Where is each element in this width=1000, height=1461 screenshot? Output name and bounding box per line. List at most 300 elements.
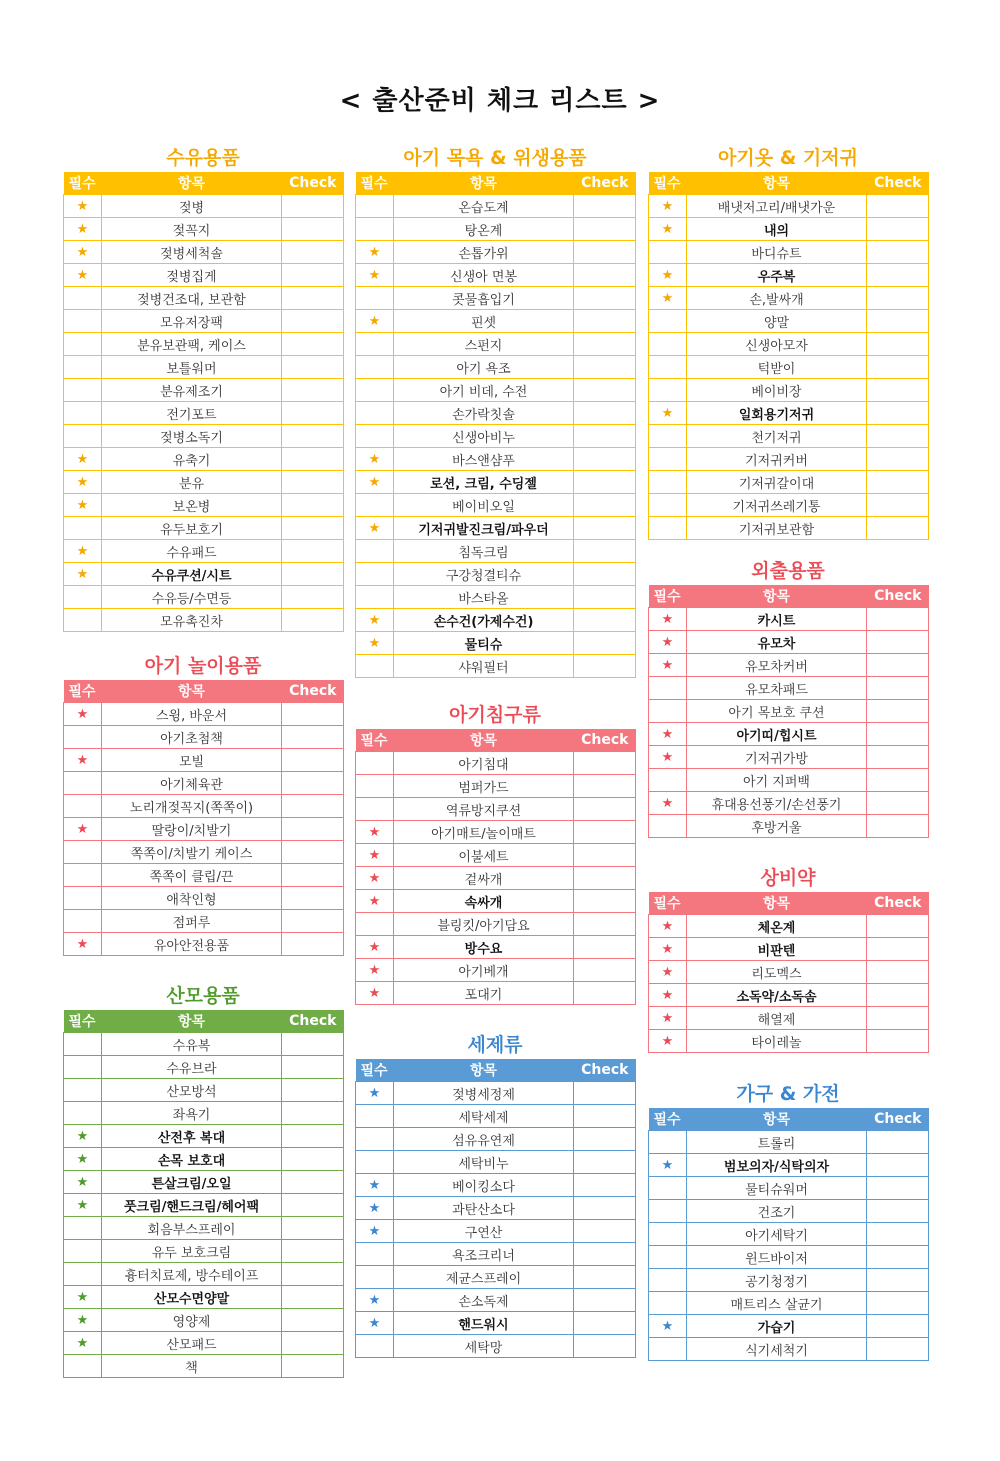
check-cell[interactable] [574,632,636,655]
required-cell [356,844,394,867]
section-title: 수유용품 [166,147,240,169]
star-icon: ★ [661,918,674,934]
star-icon: ★ [76,474,89,490]
required-cell [64,772,102,795]
required-cell [649,448,687,471]
item-label: 포대기 [394,982,574,1005]
table-row [64,1309,344,1332]
table-row [649,915,929,938]
check-cell[interactable] [282,540,344,563]
check-cell[interactable] [574,1197,636,1220]
check-cell[interactable] [574,563,636,586]
check-cell[interactable] [282,726,344,749]
check-cell[interactable] [867,241,929,264]
required-cell [64,1148,102,1171]
table-row [649,723,929,746]
star-icon: ★ [76,566,89,582]
check-cell[interactable] [282,195,344,218]
check-cell[interactable] [282,1355,344,1378]
check-cell[interactable] [574,425,636,448]
star-icon: ★ [661,611,674,627]
check-cell[interactable] [867,1177,929,1200]
star-icon: ★ [661,795,674,811]
check-cell[interactable] [574,1312,636,1335]
check-cell[interactable] [574,402,636,425]
table-row [64,1332,344,1355]
required-cell [649,471,687,494]
table-row [64,494,344,517]
item-label: 침독크림 [394,540,574,563]
item-label: 산모방석 [102,1079,282,1102]
check-cell[interactable] [282,609,344,632]
check-cell[interactable] [282,356,344,379]
check-cell[interactable] [574,1082,636,1105]
item-header: 항목 [394,729,574,752]
check-cell[interactable] [867,677,929,700]
table-row [64,333,344,356]
item-label: 아기 욕조 [394,356,574,379]
item-label: 이불세트 [394,844,574,867]
check-cell[interactable] [574,1105,636,1128]
star-icon: ★ [368,962,381,978]
star-icon: ★ [661,267,674,283]
check-cell[interactable] [282,818,344,841]
check-cell[interactable] [282,1056,344,1079]
star-icon: ★ [76,752,89,768]
table-row [649,654,929,677]
item-label: 기저귀발진크림/파우더 [394,517,574,540]
check-cell[interactable] [867,769,929,792]
table-row [649,1292,929,1315]
required-cell [64,425,102,448]
check-cell[interactable] [867,723,929,746]
item-header: 항목 [102,680,282,703]
star-icon: ★ [368,635,381,651]
check-cell[interactable] [574,775,636,798]
check-header: Check [282,172,344,195]
check-cell[interactable] [867,746,929,769]
check-cell[interactable] [574,333,636,356]
check-cell[interactable] [282,841,344,864]
check-cell[interactable] [282,402,344,425]
required-cell [649,1246,687,1269]
check-cell[interactable] [867,1223,929,1246]
check-cell[interactable] [574,936,636,959]
check-cell[interactable] [574,517,636,540]
check-cell[interactable] [867,792,929,815]
required-cell [356,195,394,218]
required-cell [356,1082,394,1105]
check-cell[interactable] [574,379,636,402]
check-cell[interactable] [867,264,929,287]
required-cell [64,218,102,241]
required-cell [649,723,687,746]
table-row [64,1056,344,1079]
check-cell[interactable] [574,1128,636,1151]
check-cell[interactable] [867,984,929,1007]
check-cell[interactable] [282,772,344,795]
check-cell[interactable] [282,218,344,241]
item-label: 젖병세정제 [394,1082,574,1105]
table-row [64,471,344,494]
check-cell[interactable] [282,1217,344,1240]
required-cell [356,1243,394,1266]
table-row [64,1263,344,1286]
table-row [356,517,636,540]
check-cell[interactable] [867,1007,929,1030]
check-header: Check [574,172,636,195]
check-cell[interactable] [282,910,344,933]
check-cell[interactable] [282,1033,344,1056]
check-cell[interactable] [867,425,929,448]
item-label: 손목 보호대 [102,1148,282,1171]
check-cell[interactable] [282,448,344,471]
required-header: 필수 [64,1010,102,1033]
table-row [649,1246,929,1269]
check-cell[interactable] [867,494,929,517]
required-cell [356,936,394,959]
check-cell[interactable] [867,1030,929,1053]
required-cell [356,821,394,844]
check-cell[interactable] [867,1315,929,1338]
check-cell[interactable] [282,310,344,333]
checklist-table [648,892,929,1053]
check-cell[interactable] [867,1200,929,1223]
item-header: 항목 [394,1059,574,1082]
table-row [356,195,636,218]
check-cell[interactable] [574,195,636,218]
check-cell[interactable] [574,821,636,844]
required-cell [64,1194,102,1217]
item-label: 바스타올 [394,586,574,609]
table-row [356,609,636,632]
section-title: 아기 목욕 & 위생용품 [403,147,587,169]
required-cell [649,1154,687,1177]
check-cell[interactable] [867,915,929,938]
required-cell [64,749,102,772]
required-cell [649,631,687,654]
star-icon: ★ [76,936,89,952]
check-cell[interactable] [867,218,929,241]
item-label: 수유복 [102,1033,282,1056]
table-row [64,749,344,772]
item-label: 수유등/수면등 [102,586,282,609]
check-cell[interactable] [282,887,344,910]
item-label: 유두보호기 [102,517,282,540]
checklist-table [648,172,929,540]
check-cell[interactable] [574,867,636,890]
header-row [64,1010,344,1033]
check-cell[interactable] [867,1154,929,1177]
item-label: 기저귀보관함 [687,517,867,540]
check-cell[interactable] [282,933,344,956]
check-cell[interactable] [867,631,929,654]
required-cell [64,1125,102,1148]
item-label: 바디슈트 [687,241,867,264]
check-cell[interactable] [867,961,929,984]
check-cell[interactable] [574,890,636,913]
required-cell [649,402,687,425]
item-label: 튼살크림/오일 [102,1171,282,1194]
required-cell [649,1223,687,1246]
check-cell[interactable] [574,844,636,867]
item-label: 산전후 복대 [102,1125,282,1148]
required-header: 필수 [649,172,687,195]
table-row [649,264,929,287]
table-row [64,517,344,540]
section-title: 가구 & 가전 [736,1083,840,1105]
required-cell [64,241,102,264]
item-label: 블링킷/아기담요 [394,913,574,936]
table-row [649,333,929,356]
check-cell[interactable] [574,1289,636,1312]
header-row [356,172,636,195]
required-cell [356,752,394,775]
required-cell [356,655,394,678]
required-cell [649,654,687,677]
check-cell[interactable] [867,448,929,471]
required-cell [64,264,102,287]
table-row [356,287,636,310]
item-label: 핸드워시 [394,1312,574,1335]
check-cell[interactable] [282,703,344,726]
check-cell[interactable] [867,195,929,218]
table-row [356,1289,636,1312]
item-label: 우주복 [687,264,867,287]
check-cell[interactable] [867,815,929,838]
check-cell[interactable] [282,1148,344,1171]
item-label: 탕온계 [394,218,574,241]
check-cell[interactable] [867,402,929,425]
table-row [64,818,344,841]
check-cell[interactable] [282,864,344,887]
check-cell[interactable] [282,1194,344,1217]
table-row [64,1240,344,1263]
item-label: 쪽쪽이 클립/끈 [102,864,282,887]
check-cell[interactable] [282,425,344,448]
item-label: 유두 보호크림 [102,1240,282,1263]
item-label: 속싸개 [394,890,574,913]
star-icon: ★ [76,267,89,283]
check-cell[interactable] [574,310,636,333]
check-cell[interactable] [574,1151,636,1174]
header-row [356,1059,636,1082]
check-cell[interactable] [282,1332,344,1355]
table-row [64,241,344,264]
check-cell[interactable] [867,356,929,379]
checklist-table [355,172,636,678]
table-row [356,402,636,425]
check-cell[interactable] [867,654,929,677]
check-cell[interactable] [867,700,929,723]
required-cell [64,910,102,933]
check-cell[interactable] [574,471,636,494]
checklist-table [648,585,929,838]
check-cell[interactable] [282,517,344,540]
section-clothes [648,145,928,540]
check-cell[interactable] [574,982,636,1005]
check-cell[interactable] [282,749,344,772]
table-row [356,936,636,959]
section-bath [355,145,635,678]
check-cell[interactable] [574,609,636,632]
item-label: 겉싸개 [394,867,574,890]
star-icon: ★ [368,520,381,536]
item-label: 쪽쪽이/치발기 케이스 [102,841,282,864]
required-cell [356,1266,394,1289]
check-cell[interactable] [867,517,929,540]
check-cell[interactable] [282,563,344,586]
check-cell[interactable] [867,1246,929,1269]
item-header: 항목 [687,892,867,915]
item-label: 베이킹소다 [394,1174,574,1197]
item-label: 유축기 [102,448,282,471]
item-label: 타이레놀 [687,1030,867,1053]
check-cell[interactable] [574,1266,636,1289]
required-cell [64,310,102,333]
table-row [64,1171,344,1194]
check-cell[interactable] [282,1171,344,1194]
table-row [64,540,344,563]
check-cell[interactable] [574,586,636,609]
table-row [356,563,636,586]
check-cell[interactable] [867,1131,929,1154]
required-cell [356,982,394,1005]
section-title: 산모용품 [166,985,240,1007]
item-label: 노리개젖꼭지(쪽쪽이) [102,795,282,818]
table-row [649,769,929,792]
star-icon: ★ [368,893,381,909]
required-cell [649,915,687,938]
check-cell[interactable] [282,1286,344,1309]
check-cell[interactable] [282,795,344,818]
star-icon: ★ [661,1157,674,1173]
table-row [649,448,929,471]
required-cell [356,913,394,936]
check-cell[interactable] [574,959,636,982]
star-icon: ★ [76,1335,89,1351]
check-cell[interactable] [867,1292,929,1315]
item-label: 아기세탁기 [687,1223,867,1246]
item-label: 휴대용선풍기/손선풍기 [687,792,867,815]
check-cell[interactable] [867,310,929,333]
table-row [356,494,636,517]
check-cell[interactable] [574,1335,636,1358]
check-cell[interactable] [574,798,636,821]
check-cell[interactable] [574,494,636,517]
item-label: 구연산 [394,1220,574,1243]
check-cell[interactable] [867,333,929,356]
check-cell[interactable] [574,1174,636,1197]
table-row [649,241,929,264]
table-row [64,264,344,287]
table-row [356,1312,636,1335]
check-cell[interactable] [282,1125,344,1148]
item-label: 트롤리 [687,1131,867,1154]
check-cell[interactable] [574,241,636,264]
star-icon: ★ [76,1128,89,1144]
item-label: 손,발싸개 [687,287,867,310]
star-icon: ★ [368,244,381,260]
check-cell[interactable] [867,938,929,961]
required-cell [356,775,394,798]
check-cell[interactable] [282,333,344,356]
table-row [64,703,344,726]
check-cell[interactable] [574,1243,636,1266]
required-cell [356,890,394,913]
check-cell[interactable] [574,540,636,563]
check-cell[interactable] [574,752,636,775]
item-label: 회음부스프레이 [102,1217,282,1240]
check-cell[interactable] [574,913,636,936]
check-cell[interactable] [867,608,929,631]
item-label: 방수요 [394,936,574,959]
table-row [356,586,636,609]
check-cell[interactable] [574,448,636,471]
required-header: 필수 [356,172,394,195]
required-cell [64,448,102,471]
required-cell [64,195,102,218]
table-row [356,1220,636,1243]
check-cell[interactable] [282,379,344,402]
check-cell[interactable] [867,471,929,494]
item-label: 역류방지쿠션 [394,798,574,821]
section-title: 아기 놀이용품 [144,655,262,677]
table-row [649,471,929,494]
star-icon: ★ [76,821,89,837]
star-icon: ★ [368,1085,381,1101]
check-cell[interactable] [574,655,636,678]
check-cell[interactable] [867,287,929,310]
item-label: 아기체육관 [102,772,282,795]
table-row [64,1148,344,1171]
required-cell [649,425,687,448]
check-cell[interactable] [574,218,636,241]
check-cell[interactable] [867,379,929,402]
required-cell [649,218,687,241]
star-icon: ★ [76,221,89,237]
check-cell[interactable] [282,1102,344,1125]
check-cell[interactable] [282,1079,344,1102]
check-cell[interactable] [282,287,344,310]
required-cell [64,887,102,910]
check-cell[interactable] [574,264,636,287]
check-cell[interactable] [282,1240,344,1263]
check-cell[interactable] [282,586,344,609]
required-cell [356,1174,394,1197]
star-icon: ★ [76,1174,89,1190]
table-row [649,425,929,448]
star-icon: ★ [661,634,674,650]
check-cell[interactable] [282,494,344,517]
table-row [64,1102,344,1125]
check-cell[interactable] [574,1220,636,1243]
check-cell[interactable] [574,356,636,379]
star-icon: ★ [76,543,89,559]
item-label: 보틀워머 [102,356,282,379]
required-cell [64,287,102,310]
check-cell[interactable] [282,1309,344,1332]
item-label: 바스앤샴푸 [394,448,574,471]
check-cell[interactable] [574,287,636,310]
check-cell[interactable] [282,264,344,287]
check-cell[interactable] [282,471,344,494]
item-label: 아기초첨책 [102,726,282,749]
check-cell[interactable] [282,241,344,264]
check-cell[interactable] [867,1338,929,1361]
check-cell[interactable] [282,1263,344,1286]
check-cell[interactable] [867,1269,929,1292]
